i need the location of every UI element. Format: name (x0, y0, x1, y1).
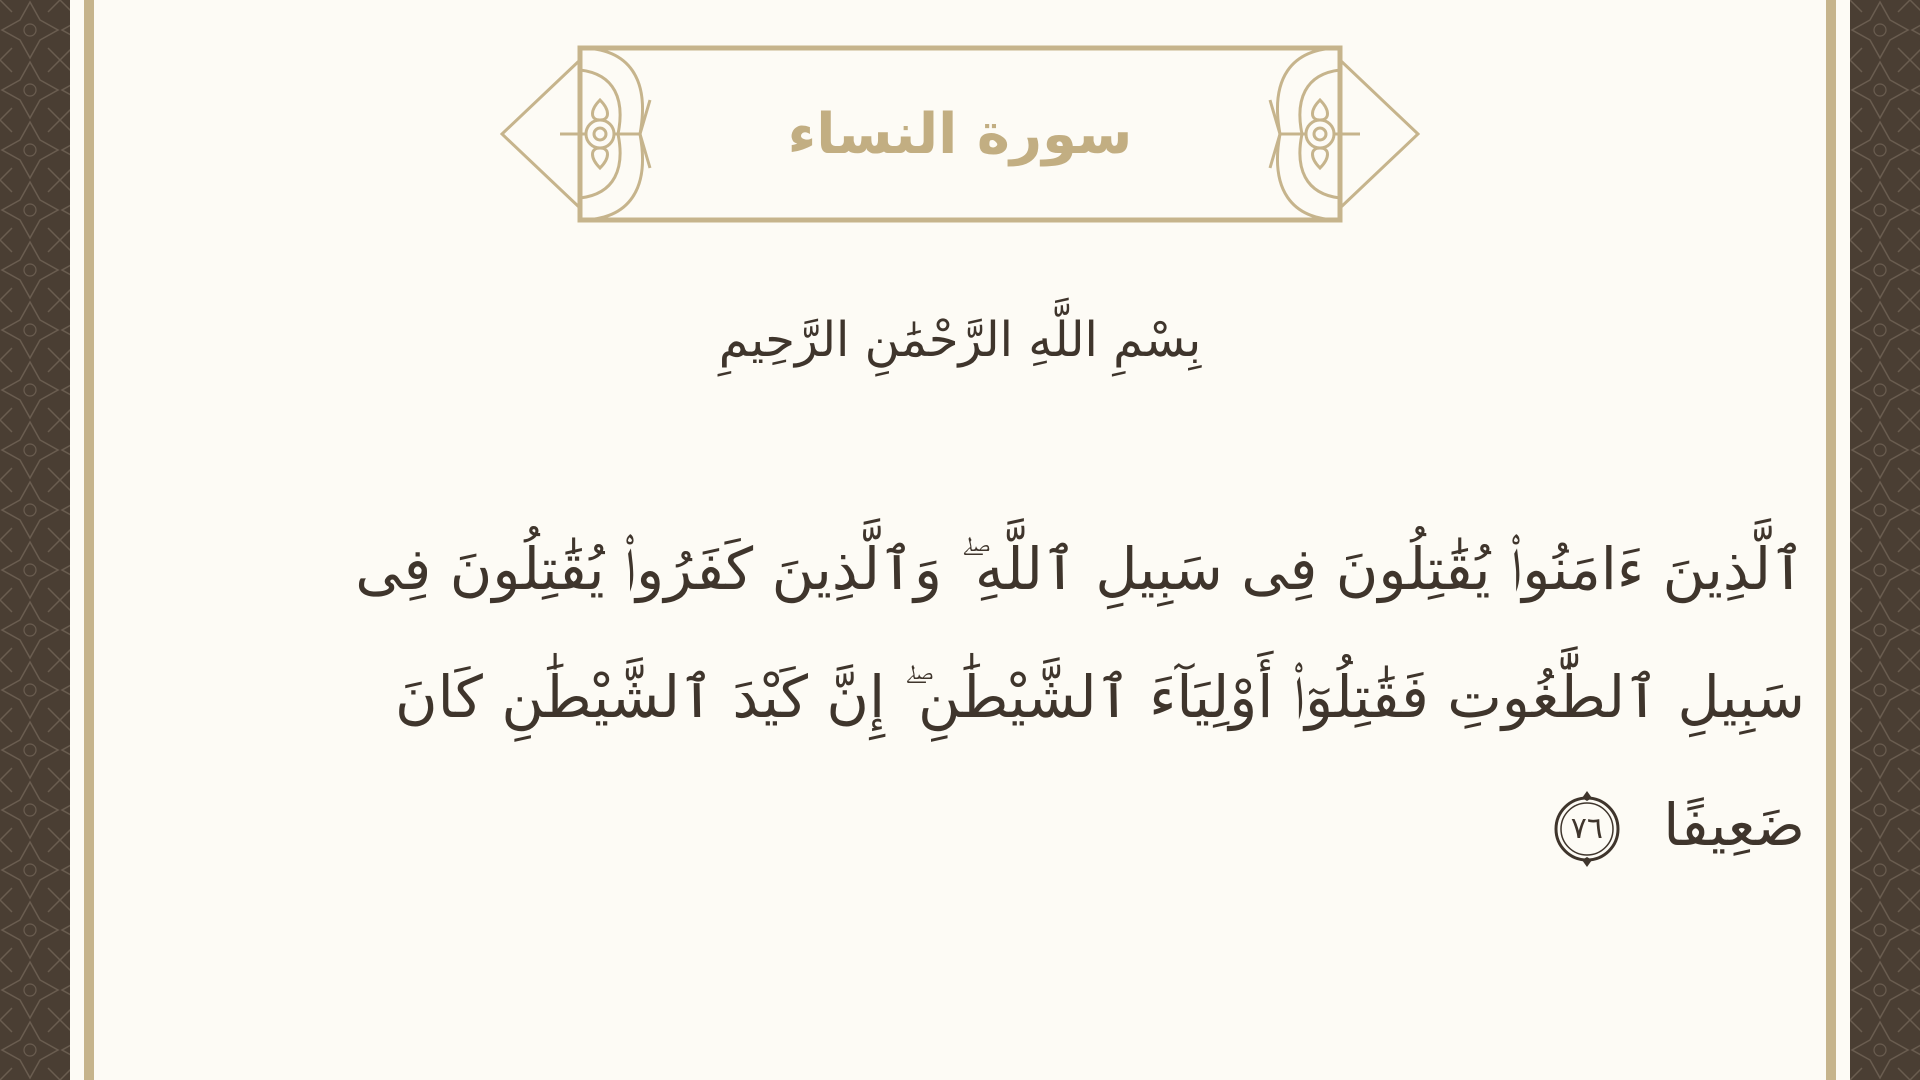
left-pattern-border (0, 0, 70, 1080)
ayah-number: ٧٦ (1570, 810, 1603, 846)
basmala: بِسْمِ اللَّهِ الرَّحْمَٰنِ الرَّحِيمِ (718, 312, 1202, 368)
right-pattern-border (1850, 0, 1920, 1080)
verse-text-block (330, 505, 1805, 889)
surah-title-frame (500, 40, 1420, 228)
surah-title: سورة النساء (787, 101, 1133, 167)
ayah-marker (1547, 789, 1627, 869)
right-gold-rule (1826, 0, 1836, 1080)
verse-text: ٱلَّذِينَ ءَامَنُوا۟ يُقَٰتِلُونَ فِى سَبِيلِ ٱللَّهِ ۖ وَٱلَّذِينَ كَفَرُوا۟ يُقَٰتِلُونَ فِى سَبِيلِ ٱلطَّٰغُوتِ فَقَٰتِلُوٓا۟ أَوْلِيَآءَ ٱلشَّيْطَٰنِ ۖ إِنَّ كَيْدَ ٱلشَّيْطَٰنِ كَانَ ضَعِيفًا (355, 535, 1805, 859)
left-gold-rule (84, 0, 94, 1080)
